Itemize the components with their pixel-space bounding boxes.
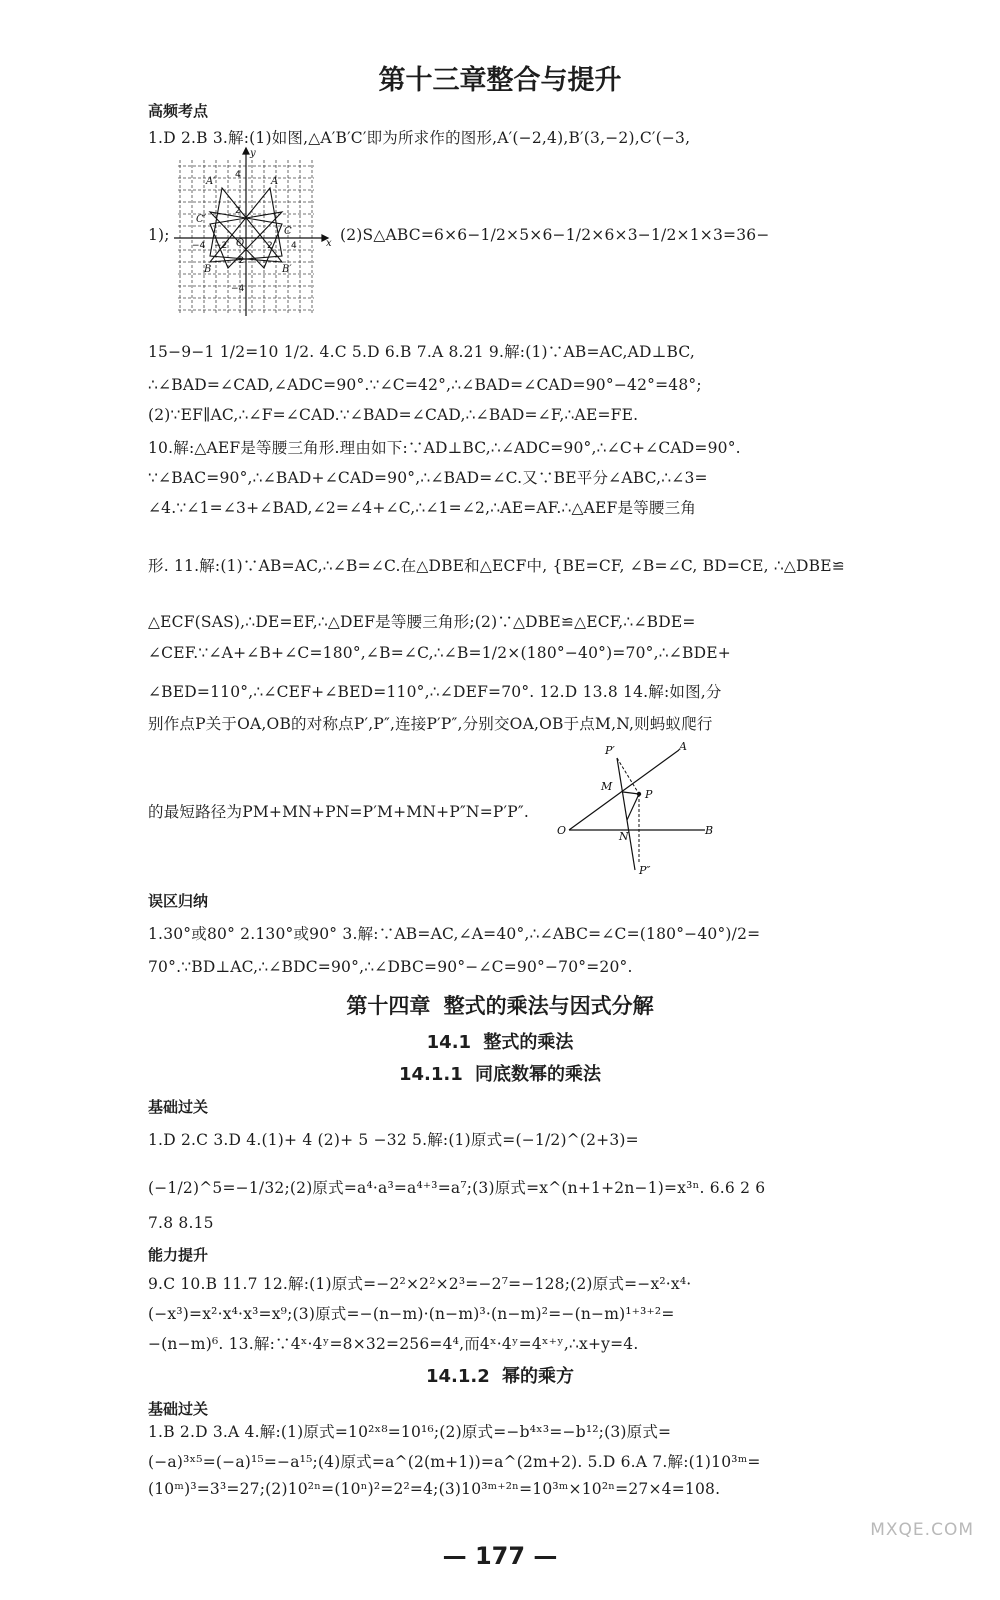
point-p-label: P (645, 788, 653, 801)
y-tick-neg4: −4 (231, 284, 245, 294)
point-p-prime-label: P′ (605, 744, 615, 757)
point-a-label: A (271, 176, 279, 187)
section-gaopin: 高频考点 (148, 102, 209, 120)
point-b-prime-label: B′ (282, 264, 292, 275)
text-line-prefix: 1); (148, 226, 170, 244)
point-c-label: C (284, 226, 292, 237)
text-line: 70°.∵BD⊥AC,∴∠BDC=90°,∴∠DBC=90°−∠C=90°−70°=20°. (148, 958, 633, 976)
section-14-1-title: 14.1 整式的乘法 (426, 1032, 574, 1053)
text-line: ∠4.∵∠1=∠3+∠BAD,∠2=∠4+∠C,∴∠1=∠2,∴AE=AF.∴△AEF是等腰三角 (148, 499, 697, 517)
text-line: △ECF(SAS),∴DE=EF,∴△DEF是等腰三角形;(2)∵△DBE≌△ECF,∴∠BDE= (148, 613, 696, 631)
point-n-label: N (619, 830, 629, 843)
section-jichu-2: 基础过关 (148, 1400, 209, 1418)
point-b-label: B (705, 824, 714, 837)
y-tick-2: 2 (235, 206, 241, 216)
text-line: (2)S△ABC=6×6−1/2×5×6−1/2×6×3−1/2×1×3=36− (340, 226, 770, 244)
section-nengli: 能力提升 (148, 1246, 209, 1264)
text-line: 1.B 2.D 3.A 4.解:(1)原式=10²ˣ⁸=10¹⁶;(2)原式=−b⁴ˣ³=−b¹²;(3)原式= (148, 1423, 672, 1441)
point-p-double-prime-label: P″ (639, 864, 651, 876)
text-line: (−a)³ˣ⁵=(−a)¹⁵=−a¹⁵;(4)原式=a^(2(m+1))=a^(2m+2). 5.D 6.A 7.解:(1)10³ᵐ= (148, 1453, 761, 1471)
y-tick-4: 4 (235, 170, 241, 180)
text-line: (2)∵EF∥AC,∴∠F=∠CAD.∵∠BAD=∠CAD,∴∠BAD=∠F,∴AE=FE. (148, 406, 639, 424)
axis-x-label: x (326, 238, 332, 249)
chapter-14-title: 第十四章 整式的乘法与因式分解 (346, 994, 654, 1018)
text-line: 1.D 2.C 3.D 4.(1)+ 4 (2)+ 5 −32 5.解:(1)原式=(−1/2)^(2+3)= (148, 1131, 639, 1149)
section-14-1-2-title: 14.1.2 幂的乘方 (425, 1366, 575, 1387)
x-tick-2: 2 (267, 241, 273, 251)
ray-oa (569, 750, 679, 830)
watermark: MXQE.COM (870, 1520, 974, 1540)
path-m-p-n (623, 792, 639, 820)
x-tick-neg4: −4 (192, 241, 206, 251)
point-o-label: O (557, 824, 567, 837)
page-number: — 177 — (442, 1542, 558, 1570)
text-line: (10ᵐ)³=3³=27;(2)10²ⁿ=(10ⁿ)²=2²=4;(3)10³ᵐ⁺²ⁿ=10³ᵐ×10²ⁿ=27×4=108. (148, 1480, 721, 1498)
shortest-path-figure (555, 736, 725, 876)
text-line: −(n−m)⁶. 13.解:∵4ˣ·4ʸ=8×32=256=4⁴,而4ˣ·4ʸ=4ˣ⁺ʸ,∴x+y=4. (148, 1335, 639, 1353)
axis-y-label: y (250, 148, 256, 159)
point-c-prime-label: C′ (196, 214, 206, 225)
text-line: (−1/2)^5=−1/32;(2)原式=a⁴·a³=a⁴⁺³=a⁷;(3)原式=x^(n+1+2n−1)=x³ⁿ. 6.6 2 6 (148, 1179, 766, 1197)
section-jichu: 基础过关 (148, 1098, 209, 1116)
text-line: 1.30°或80° 2.130°或90° 3.解:∵AB=AC,∠A=40°,∴∠ABC=∠C=(180°−40°)/2= (148, 925, 761, 943)
text-line: 15−9−1 1/2=10 1/2. 4.C 5.D 6.B 7.A 8.21 9.解:(1)∵AB=AC,AD⊥BC, (148, 343, 695, 361)
text-line: 7.8 8.15 (148, 1214, 214, 1232)
text-line: ∵∠BAC=90°,∴∠BAD+∠CAD=90°,∴∠BAD=∠C.又∵BE平分∠ABC,∴∠3= (148, 469, 708, 487)
text-line: (−x³)=x²·x⁴·x³=x⁹;(3)原式=−(n−m)·(n−m)³·(n−m)²=−(n−m)¹⁺³⁺²= (148, 1305, 675, 1323)
point-b-label: B (204, 264, 212, 275)
text-line: 10.解:△AEF是等腰三角形.理由如下:∵AD⊥BC,∴∠ADC=90°,∴∠C+∠CAD=90°. (148, 439, 741, 457)
text-line: 形. 11.解:(1)∵AB=AC,∴∠B=∠C.在△DBE和△ECF中, {BE=CF, ∠B=∠C, BD=CE, ∴△DBE≌ (148, 557, 845, 575)
y-tick-neg2: −2 (231, 256, 245, 266)
text-line: 9.C 10.B 11.7 12.解:(1)原式=−2²×2²×2³=−2⁷=−128;(2)原式=−x²·x⁴· (148, 1275, 692, 1293)
section-wuqu: 误区归纳 (148, 892, 209, 910)
section-14-1-1-title: 14.1.1 同底数幂的乘法 (398, 1064, 602, 1085)
point-m-label: M (601, 780, 613, 793)
point-a-prime-label: A′ (206, 176, 216, 187)
text-line: ∠CEF.∵∠A+∠B+∠C=180°,∠B=∠C,∴∠B=1/2×(180°−40°)=70°,∴∠BDE+ (148, 644, 731, 662)
chapter-13-title: 第十三章整合与提升 (378, 65, 622, 96)
text-line: ∴∠BAD=∠CAD,∠ADC=90°.∵∠C=42°,∴∠BAD=∠CAD=90°−42°=48°; (148, 376, 702, 394)
segment-p1-p2 (617, 758, 635, 870)
axes (174, 148, 328, 316)
text-line: 的最短路径为PM+MN+PN=P′M+MN+P″N=P′P″. (148, 803, 529, 821)
x-tick-4: 4 (291, 241, 297, 251)
point-a-label: A (679, 740, 687, 753)
text-line: 1.D 2.B 3.解:(1)如图,△A′B′C′即为所求作的图形,A′(−2,4),B′(3,−2),C′(−3, (148, 129, 691, 147)
text-line: ∠BED=110°,∴∠CEF+∠BED=110°,∴∠DEF=70°. 12.D 13.8 14.解:如图,分 (148, 683, 722, 701)
text-line: 别作点P关于OA,OB的对称点P′,P″,连接P′P″,分别交OA,OB于点M,N,则蚂蚁爬行 (148, 715, 713, 733)
origin-label: O (236, 238, 245, 249)
x-tick-neg2: −2 (214, 241, 228, 251)
coordinate-grid-figure (170, 146, 335, 320)
